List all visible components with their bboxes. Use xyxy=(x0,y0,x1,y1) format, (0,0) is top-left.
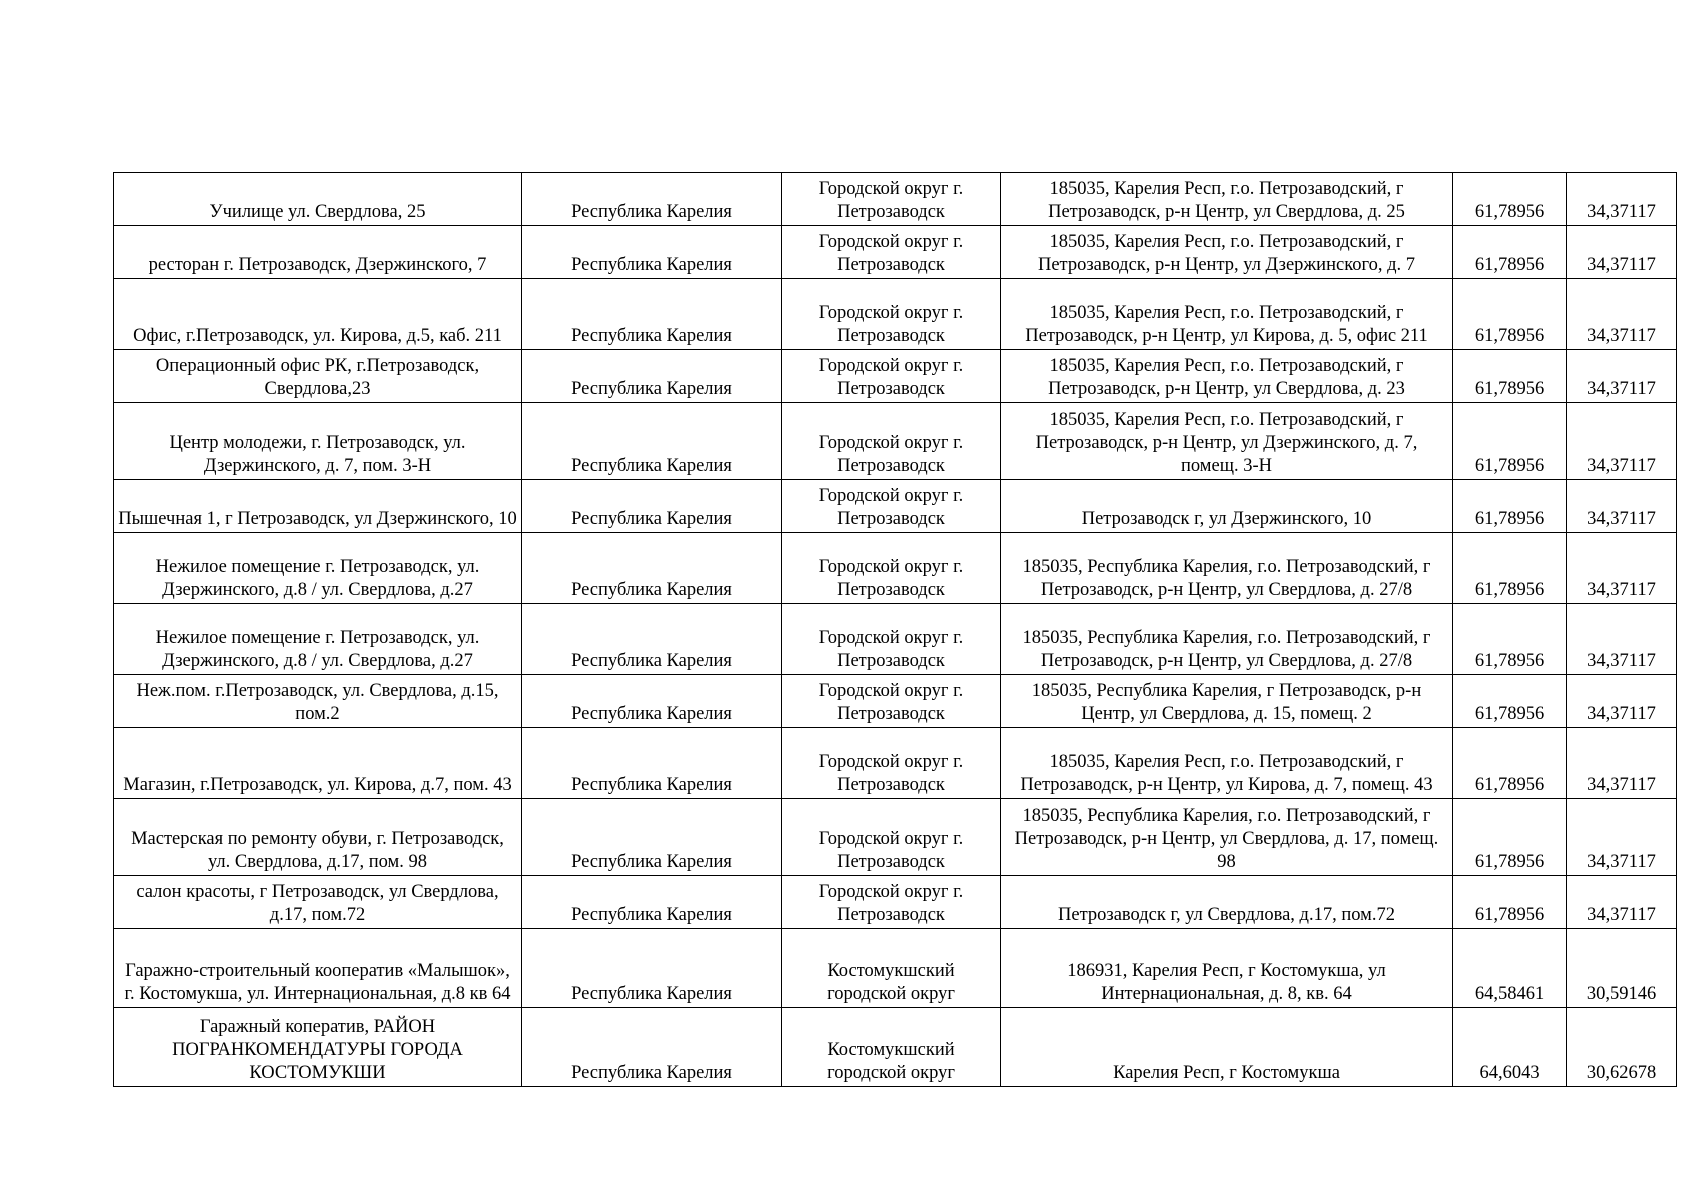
district-cell: Городской округ г. Петрозаводск xyxy=(782,604,1001,675)
longitude-cell: 34,37117 xyxy=(1567,173,1677,226)
longitude-cell: 34,37117 xyxy=(1567,675,1677,728)
longitude-cell: 30,62678 xyxy=(1567,1008,1677,1087)
longitude-cell: 30,59146 xyxy=(1567,929,1677,1008)
district-cell: Городской округ г. Петрозаводск xyxy=(782,675,1001,728)
table-row xyxy=(114,876,1677,929)
table-row xyxy=(114,480,1677,533)
table-row xyxy=(114,929,1677,1008)
latitude-cell: 64,58461 xyxy=(1453,929,1567,1008)
latitude-cell: 61,78956 xyxy=(1453,279,1567,350)
object-name-cell: Магазин, г.Петрозаводск, ул. Кирова, д.7, пом. 43 xyxy=(114,728,522,799)
region-cell: Республика Карелия xyxy=(522,876,782,929)
latitude-cell: 61,78956 xyxy=(1453,675,1567,728)
table-row xyxy=(114,728,1677,799)
object-name-cell: салон красоты, г Петрозаводск, ул Свердлова, д.17, пом.72 xyxy=(114,876,522,929)
object-name-cell: Пышечная 1, г Петрозаводск, ул Дзержинского, 10 xyxy=(114,480,522,533)
address-cell: 185035, Карелия Респ, г.о. Петрозаводский, г Петрозаводск, р-н Центр, ул Свердлова, д. 23 xyxy=(1001,350,1453,403)
district-cell: Городской округ г. Петрозаводск xyxy=(782,173,1001,226)
region-cell: Республика Карелия xyxy=(522,728,782,799)
object-name-cell: Гаражно-строительный кооператив «Малышок», г. Костомукша, ул. Интернациональная, д.8 кв 64 xyxy=(114,929,522,1008)
address-cell: Карелия Респ, г Костомукша xyxy=(1001,1008,1453,1087)
object-name-cell: ресторан г. Петрозаводск, Дзержинского, 7 xyxy=(114,226,522,279)
region-cell: Республика Карелия xyxy=(522,403,782,480)
latitude-cell: 61,78956 xyxy=(1453,533,1567,604)
region-cell: Республика Карелия xyxy=(522,533,782,604)
address-cell: 185035, Карелия Респ, г.о. Петрозаводский, г Петрозаводск, р-н Центр, ул Кирова, д. 7, помещ. 43 xyxy=(1001,728,1453,799)
region-cell: Республика Карелия xyxy=(522,226,782,279)
address-cell: Петрозаводск г, ул Свердлова, д.17, пом.72 xyxy=(1001,876,1453,929)
district-cell: Городской округ г. Петрозаводск xyxy=(782,226,1001,279)
region-cell: Республика Карелия xyxy=(522,929,782,1008)
address-cell: 185035, Республика Карелия, г.о. Петрозаводский, г Петрозаводск, р-н Центр, ул Свердлова, д. 17, помещ. 98 xyxy=(1001,799,1453,876)
table-row xyxy=(114,350,1677,403)
table-row xyxy=(114,279,1677,350)
object-name-cell: Гаражный коператив, РАЙОН ПОГРАНКОМЕНДАТУРЫ ГОРОДА КОСТОМУКШИ xyxy=(114,1008,522,1087)
longitude-cell: 34,37117 xyxy=(1567,799,1677,876)
table-row xyxy=(114,675,1677,728)
longitude-cell: 34,37117 xyxy=(1567,876,1677,929)
region-cell: Республика Карелия xyxy=(522,675,782,728)
district-cell: Городской округ г. Петрозаводск xyxy=(782,350,1001,403)
latitude-cell: 61,78956 xyxy=(1453,403,1567,480)
district-cell: Городской округ г. Петрозаводск xyxy=(782,480,1001,533)
address-cell: 185035, Республика Карелия, г.о. Петрозаводский, г Петрозаводск, р-н Центр, ул Свердлова, д. 27/8 xyxy=(1001,533,1453,604)
address-cell: 185035, Карелия Респ, г.о. Петрозаводский, г Петрозаводск, р-н Центр, ул Дзержинского, д. 7, помещ. 3-Н xyxy=(1001,403,1453,480)
object-name-cell: Офис, г.Петрозаводск, ул. Кирова, д.5, каб. 211 xyxy=(114,279,522,350)
addresses-table xyxy=(113,172,1677,1087)
address-cell: 186931, Карелия Респ, г Костомукша, ул Интернациональная, д. 8, кв. 64 xyxy=(1001,929,1453,1008)
latitude-cell: 61,78956 xyxy=(1453,799,1567,876)
longitude-cell: 34,37117 xyxy=(1567,604,1677,675)
object-name-cell: Неж.пом. г.Петрозаводск, ул. Свердлова, д.15, пом.2 xyxy=(114,675,522,728)
district-cell: Костомукшский городской округ xyxy=(782,1008,1001,1087)
address-cell: Петрозаводск г, ул Дзержинского, 10 xyxy=(1001,480,1453,533)
address-cell: 185035, Карелия Респ, г.о. Петрозаводский, г Петрозаводск, р-н Центр, ул Свердлова, д. 25 xyxy=(1001,173,1453,226)
district-cell: Костомукшский городской округ xyxy=(782,929,1001,1008)
latitude-cell: 61,78956 xyxy=(1453,350,1567,403)
latitude-cell: 64,6043 xyxy=(1453,1008,1567,1087)
region-cell: Республика Карелия xyxy=(522,1008,782,1087)
latitude-cell: 61,78956 xyxy=(1453,173,1567,226)
object-name-cell: Училище ул. Свердлова, 25 xyxy=(114,173,522,226)
table-row xyxy=(114,533,1677,604)
object-name-cell: Операционный офис РК, г.Петрозаводск, Свердлова,23 xyxy=(114,350,522,403)
longitude-cell: 34,37117 xyxy=(1567,533,1677,604)
latitude-cell: 61,78956 xyxy=(1453,480,1567,533)
district-cell: Городской округ г. Петрозаводск xyxy=(782,403,1001,480)
object-name-cell: Центр молодежи, г. Петрозаводск, ул. Дзержинского, д. 7, пом. 3-Н xyxy=(114,403,522,480)
address-cell: 185035, Республика Карелия, г Петрозаводск, р-н Центр, ул Свердлова, д. 15, помещ. 2 xyxy=(1001,675,1453,728)
district-cell: Городской округ г. Петрозаводск xyxy=(782,799,1001,876)
longitude-cell: 34,37117 xyxy=(1567,226,1677,279)
longitude-cell: 34,37117 xyxy=(1567,403,1677,480)
district-cell: Городской округ г. Петрозаводск xyxy=(782,533,1001,604)
table-row xyxy=(114,173,1677,226)
latitude-cell: 61,78956 xyxy=(1453,604,1567,675)
table-row xyxy=(114,799,1677,876)
table-row xyxy=(114,226,1677,279)
latitude-cell: 61,78956 xyxy=(1453,876,1567,929)
longitude-cell: 34,37117 xyxy=(1567,350,1677,403)
object-name-cell: Нежилое помещение г. Петрозаводск, ул. Дзержинского, д.8 / ул. Свердлова, д.27 xyxy=(114,533,522,604)
district-cell: Городской округ г. Петрозаводск xyxy=(782,279,1001,350)
address-cell: 185035, Карелия Респ, г.о. Петрозаводский, г Петрозаводск, р-н Центр, ул Кирова, д. 5, офис 211 xyxy=(1001,279,1453,350)
region-cell: Республика Карелия xyxy=(522,279,782,350)
latitude-cell: 61,78956 xyxy=(1453,226,1567,279)
table-row xyxy=(114,1008,1677,1087)
table-row xyxy=(114,403,1677,480)
region-cell: Республика Карелия xyxy=(522,799,782,876)
longitude-cell: 34,37117 xyxy=(1567,279,1677,350)
object-name-cell: Нежилое помещение г. Петрозаводск, ул. Дзержинского, д.8 / ул. Свердлова, д.27 xyxy=(114,604,522,675)
district-cell: Городской округ г. Петрозаводск xyxy=(782,728,1001,799)
region-cell: Республика Карелия xyxy=(522,604,782,675)
district-cell: Городской округ г. Петрозаводск xyxy=(782,876,1001,929)
region-cell: Республика Карелия xyxy=(522,480,782,533)
address-cell: 185035, Республика Карелия, г.о. Петрозаводский, г Петрозаводск, р-н Центр, ул Свердлова, д. 27/8 xyxy=(1001,604,1453,675)
latitude-cell: 61,78956 xyxy=(1453,728,1567,799)
longitude-cell: 34,37117 xyxy=(1567,728,1677,799)
object-name-cell: Мастерская по ремонту обуви, г. Петрозаводск, ул. Свердлова, д.17, пом. 98 xyxy=(114,799,522,876)
region-cell: Республика Карелия xyxy=(522,173,782,226)
region-cell: Республика Карелия xyxy=(522,350,782,403)
address-cell: 185035, Карелия Респ, г.о. Петрозаводский, г Петрозаводск, р-н Центр, ул Дзержинского, д. 7 xyxy=(1001,226,1453,279)
table-row xyxy=(114,604,1677,675)
longitude-cell: 34,37117 xyxy=(1567,480,1677,533)
